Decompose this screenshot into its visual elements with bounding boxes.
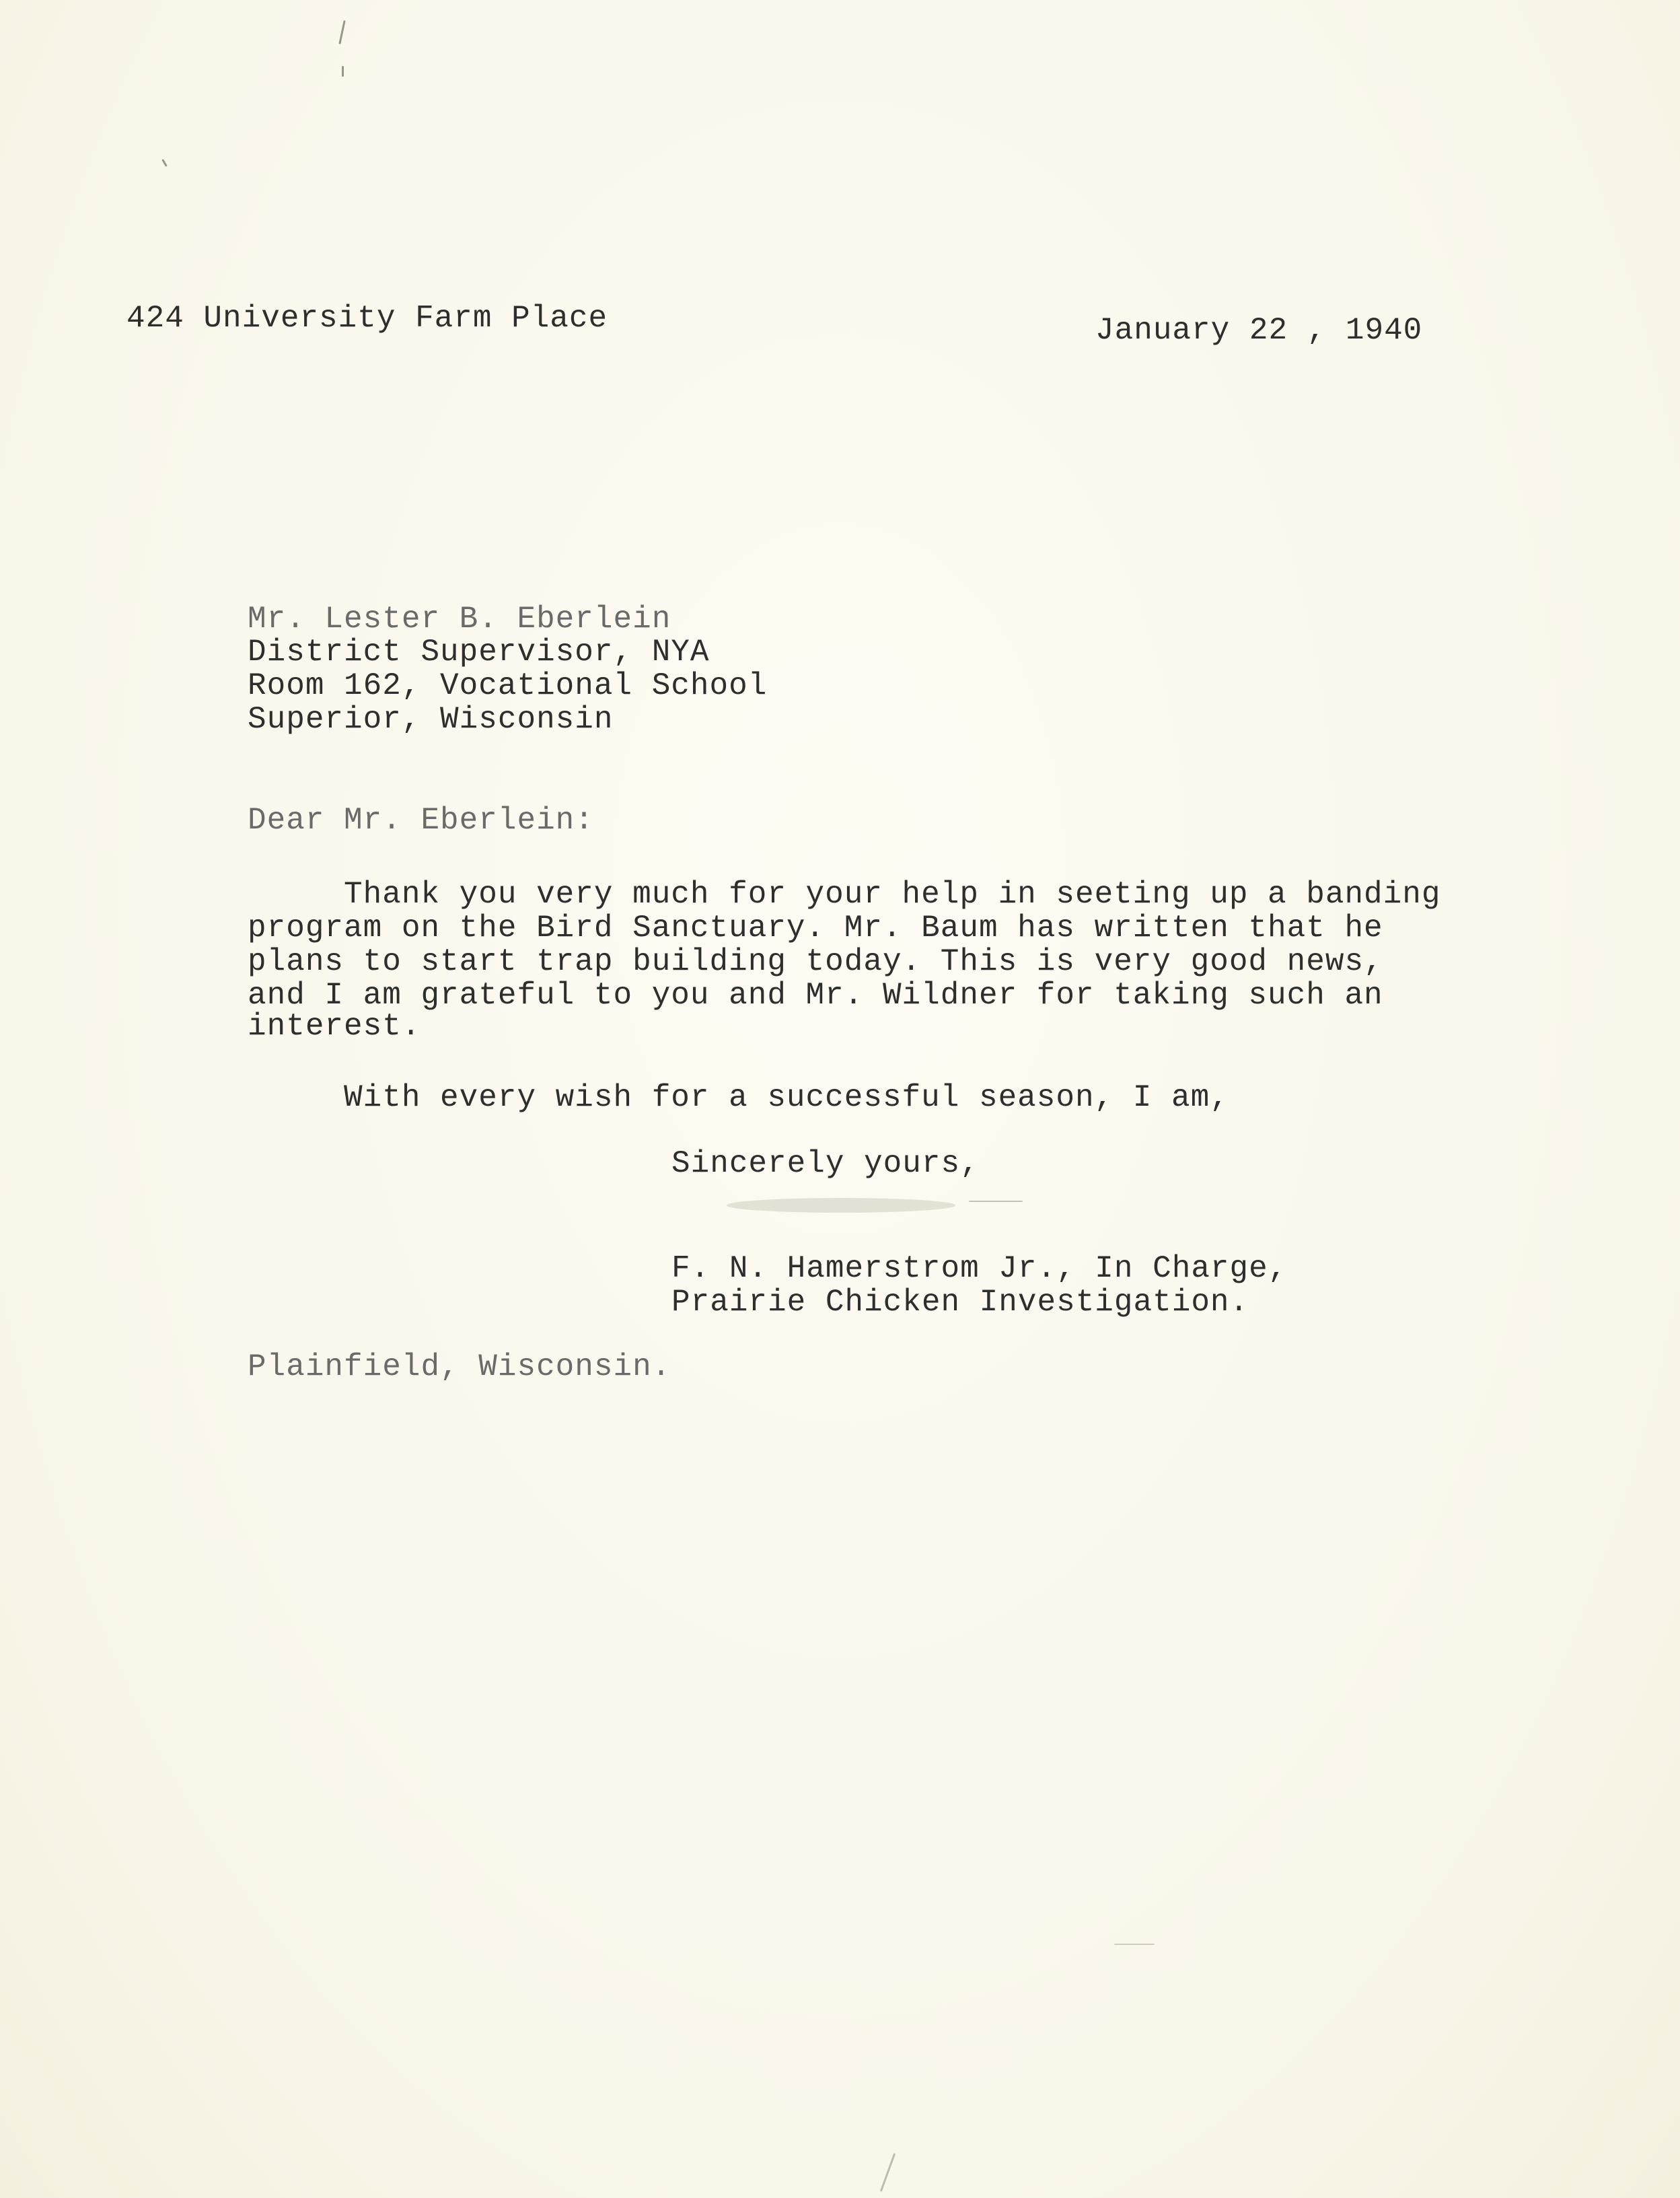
body-closing-line: With every wish for a successful season, I am, (248, 1080, 1229, 1115)
body-line: plans to start trap building today. This is very good news, (248, 944, 1383, 979)
body-line: interest. (248, 1009, 421, 1044)
recipient-room: Room 162, Vocational School (248, 668, 768, 703)
body-line: program on the Bird Sanctuary. Mr. Baum has written that he (248, 911, 1383, 946)
recipient-city: Superior, Wisconsin (248, 702, 614, 737)
letter-date: January 22 , 1940 (1095, 313, 1423, 348)
signer-name: F. N. Hamerstrom Jr., In Charge, (671, 1251, 1288, 1286)
recipient-title: District Supervisor, NYA (248, 635, 710, 670)
pencil-mark (161, 159, 168, 167)
pencil-mark (338, 20, 345, 44)
body-line: Thank you very much for your help in seeting up a banding (248, 877, 1441, 912)
pencil-mark (880, 2153, 896, 2191)
complimentary-close: Sincerely yours, (671, 1146, 980, 1181)
pencil-mark (969, 1201, 1023, 1202)
sender-address: 424 University Farm Place (126, 301, 608, 336)
signature-smudge (727, 1198, 955, 1213)
pencil-mark (342, 66, 344, 77)
body-line: and I am grateful to you and Mr. Wildner for taking such an (248, 978, 1383, 1013)
recipient-name: Mr. Lester B. Eberlein (248, 602, 671, 637)
signer-title: Prairie Chicken Investigation. (671, 1285, 1249, 1320)
footer-location: Plainfield, Wisconsin. (248, 1349, 671, 1384)
salutation: Dear Mr. Eberlein: (248, 803, 594, 838)
pencil-mark (1114, 1944, 1155, 1945)
